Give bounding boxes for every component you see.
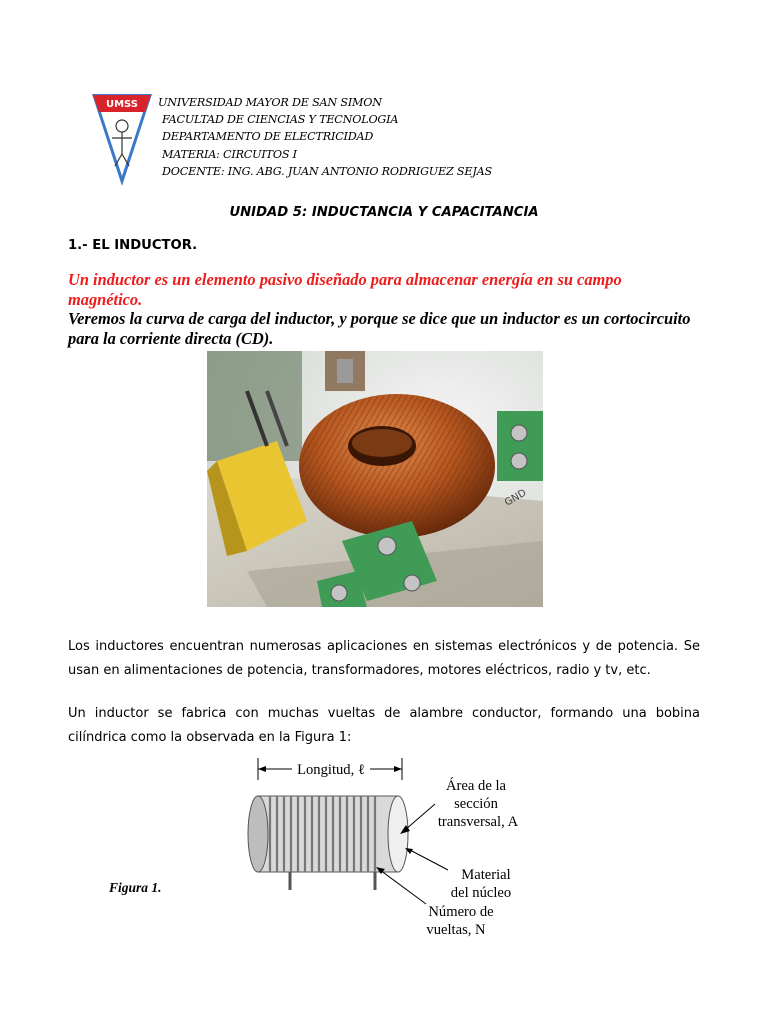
svg-text:GND: GND [503,487,529,509]
area-label-line3: transversal, A [437,814,519,830]
area-label-line1: Área de la [446,778,506,794]
area-label-line2: sección [454,796,498,812]
svg-text:UMSS: UMSS [105,99,139,110]
turns-label-line2: vueltas, N [426,922,486,938]
turns-label-line1: Número de [428,904,494,920]
institution-header [158,94,492,180]
intro-text: Veremos la curva de carga del inductor, y porque se dice que un inductor es un cortocircuito para la corriente directa (CD). [68,309,691,348]
core-label-line2: del núcleo [450,885,512,901]
university-logo [90,92,154,188]
subject-name: MATERIA: CIRCUITOS I [162,147,297,161]
applications-paragraph: Los inductores encuentran numerosas aplicaciones en sistemas electrónicos y de potencia. Se usan en alimentaciones de potencia, transformadores, motores eléctricos, radio y tv, etc. [68,639,700,678]
faculty-name: FACULTAD DE CIENCIAS Y TECNOLOGIA [162,113,399,127]
department-name: DEPARTAMENTO DE ELECTRICIDAD [162,130,374,144]
length-label: Longitud, ℓ [297,762,365,778]
university-name: UNIVERSIDAD MAYOR DE SAN SIMON [158,96,382,109]
coil-diagram [240,752,540,942]
figure-caption: Figura 1. [109,880,162,895]
construction-paragraph: Un inductor se fabrica con muchas vueltas de alambre conductor, formando una bobina cilíndrica como la observada en la Figura 1: [68,706,700,745]
inductor-definition: Un inductor es un elemento pasivo diseñado para almacenar energía en su campo magnético. [68,270,622,309]
unit-title: UNIDAD 5: INDUCTANCIA Y CAPACITANCIA [229,205,539,220]
inductor-photo [207,351,543,607]
teacher-name: DOCENTE: ING. ABG. JUAN ANTONIO RODRIGUEZ SEJAS [162,164,492,178]
core-label-line1: Material [461,867,511,883]
section-heading: 1.- EL INDUCTOR. [68,238,198,253]
